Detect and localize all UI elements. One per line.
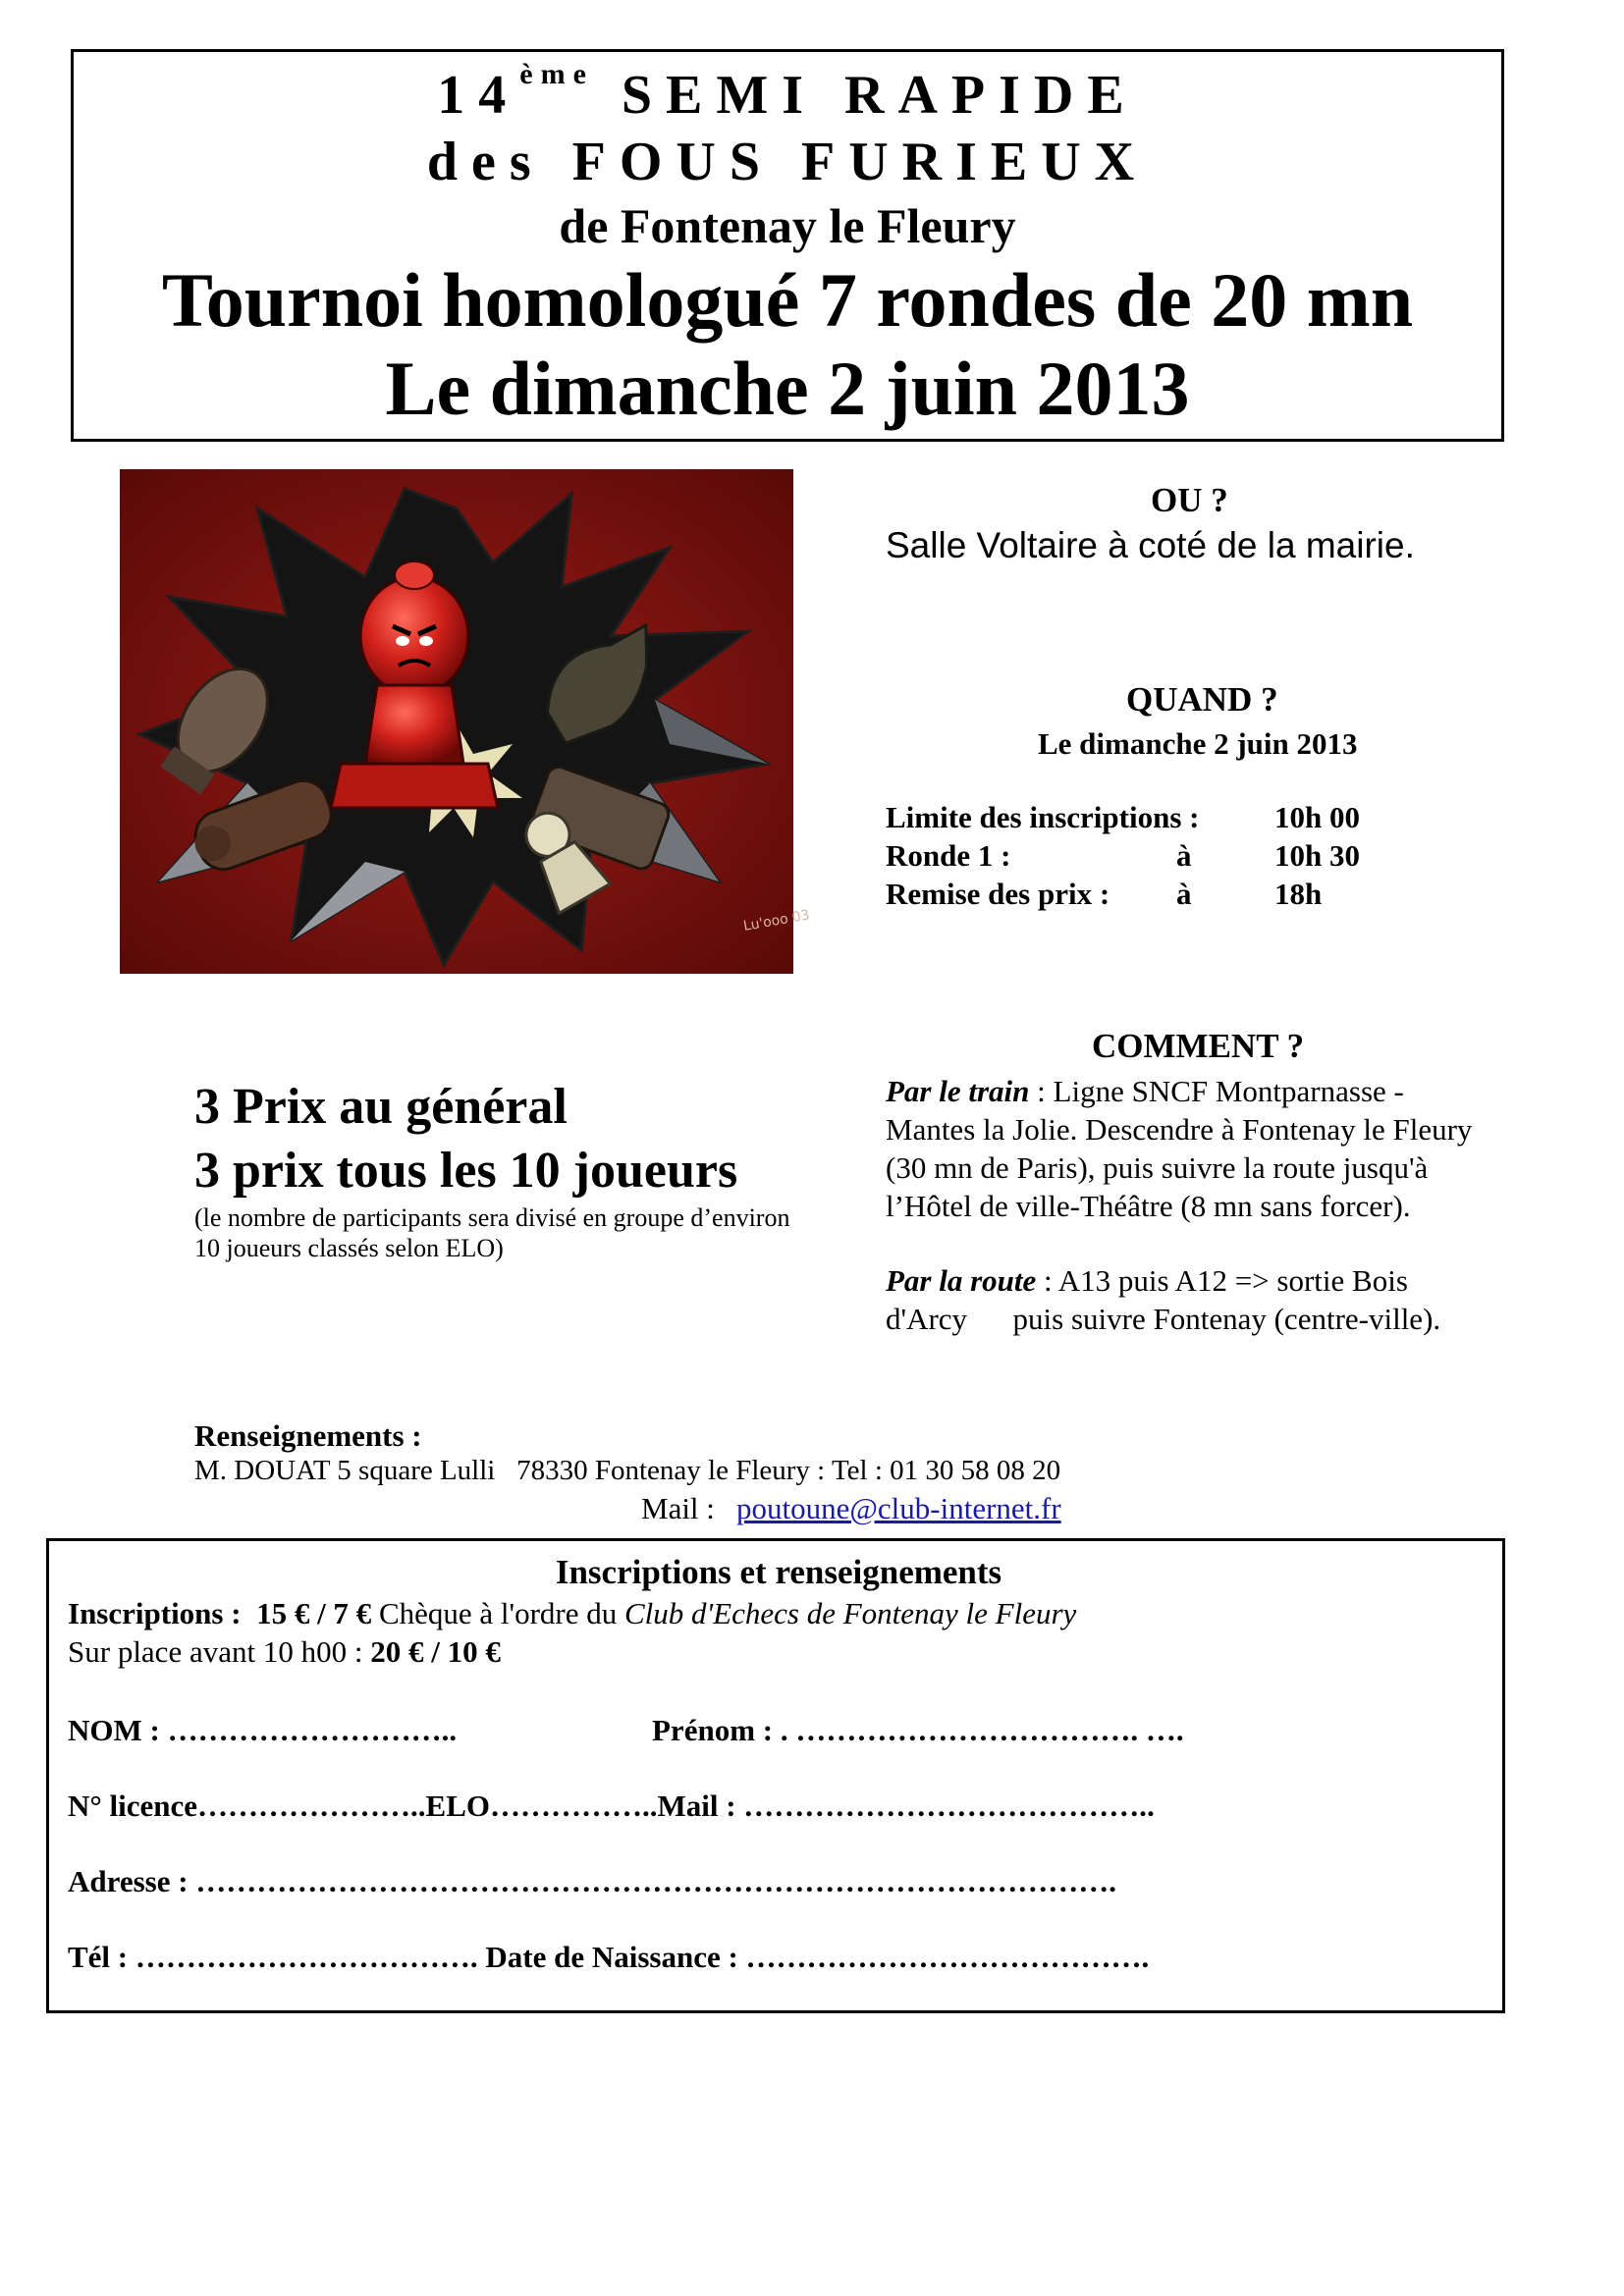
schedule-label-prizes: Remise des prix : [886, 877, 1110, 911]
form-field-adresse[interactable]: Adresse : ………………………………………………………………………………. [68, 1864, 1117, 1898]
train-text-1: : Ligne SNCF Montparnasse - [1029, 1074, 1404, 1108]
contact-mail-label: Mail : [641, 1491, 715, 1525]
where-text: Salle Voltaire à coté de la mairie. [886, 525, 1415, 565]
when-heading: QUAND ? [1126, 680, 1278, 719]
schedule-label-registration: Limite des inscriptions : [886, 800, 1200, 834]
form-fees-line [68, 1596, 1076, 1631]
schedule-time-registration: 10h 00 [1274, 800, 1360, 834]
prize-per-group: 3 prix tous les 10 joueurs [194, 1143, 738, 1199]
route-line-2: d'Arcy puis suivre Fontenay (centre-ville). [886, 1302, 1441, 1336]
fees-label: Inscriptions : [68, 1596, 242, 1630]
title-line-1 [74, 58, 1501, 127]
schedule-sep-round1: à [1176, 838, 1192, 873]
schedule-time-prizes: 18h [1274, 877, 1323, 911]
chess-illustration [120, 469, 811, 974]
fees-club: Club d'Echecs de Fontenay le Fleury [624, 1596, 1077, 1630]
train-line-2: Mantes la Jolie. Descendre à Fontenay le Fleury [886, 1112, 1473, 1147]
title-line-3: de Fontenay le Fleury [559, 198, 1016, 253]
title-semi-rapide: SEMI RAPIDE [621, 65, 1138, 126]
route-label: Par la route [886, 1263, 1037, 1298]
chess-pieces-image [120, 469, 811, 974]
prize-note-line-1: (le nombre de participants sera divisé en groupe d’environ [194, 1203, 790, 1232]
schedule-label-round1: Ronde 1 : [886, 838, 1011, 873]
train-label: Par le train [886, 1074, 1030, 1108]
form-field-licence-elo-mail[interactable]: N° licence…………………..ELO……………..Mail : ………………………………….. [68, 1789, 1155, 1823]
title-box [71, 49, 1504, 442]
route-text-1: : A13 puis A12 => sortie Bois [1036, 1263, 1408, 1298]
route-line-1 [886, 1263, 1408, 1299]
title-line-5: Le dimanche 2 juin 2013 [385, 346, 1190, 431]
title-line-4: Tournoi homologué 7 rondes de 20 mn [161, 257, 1414, 343]
train-line-4: l’Hôtel de ville-Théâtre (8 mn sans forcer). [886, 1189, 1411, 1223]
contact-label: Renseignements : [194, 1418, 422, 1453]
train-line-1 [886, 1074, 1404, 1109]
contact-email-link[interactable]: poutoune@club-internet.fr [736, 1491, 1061, 1525]
train-line-3: (30 mn de Paris), puis suivre la route jusqu'à [886, 1150, 1429, 1185]
edition-number: 14 [437, 65, 520, 126]
form-title: Inscriptions et renseignements [555, 1553, 1002, 1591]
edition-suffix: ème [519, 58, 594, 90]
prize-general: 3 Prix au général [194, 1079, 568, 1135]
prize-note-line-2: 10 joueurs classés selon ELO) [194, 1234, 504, 1262]
when-date: Le dimanche 2 juin 2013 [1038, 726, 1358, 761]
schedule-sep-prizes: à [1176, 877, 1192, 911]
schedule-time-round1: 10h 30 [1274, 838, 1360, 873]
form-field-tel-naissance[interactable]: Tél : ……………………………. Date de Naissance : …………………………………. [68, 1940, 1150, 1974]
fees-amount: 15 € / 7 € [256, 1596, 372, 1630]
onsite-amount: 20 € / 10 € [370, 1634, 501, 1669]
form-field-prenom[interactable]: Prénom : . ……………………………. …. [652, 1713, 1184, 1747]
onsite-text: Sur place avant 10 h00 : [68, 1634, 371, 1669]
how-heading: COMMENT ? [1092, 1027, 1305, 1065]
title-line-2: des FOUS FURIEUX [426, 132, 1149, 192]
contact-address: M. DOUAT 5 square Lulli 78330 Fontenay le Fleury : Tel : 01 30 58 08 20 [194, 1455, 1061, 1486]
form-field-nom[interactable]: NOM : ……………………….. [68, 1713, 458, 1747]
form-onsite-line [68, 1634, 501, 1670]
fees-text: Chèque à l'ordre du [371, 1596, 624, 1630]
artist-signature: Lu'ooo 03 [741, 907, 811, 934]
where-heading: OU ? [1151, 481, 1228, 519]
